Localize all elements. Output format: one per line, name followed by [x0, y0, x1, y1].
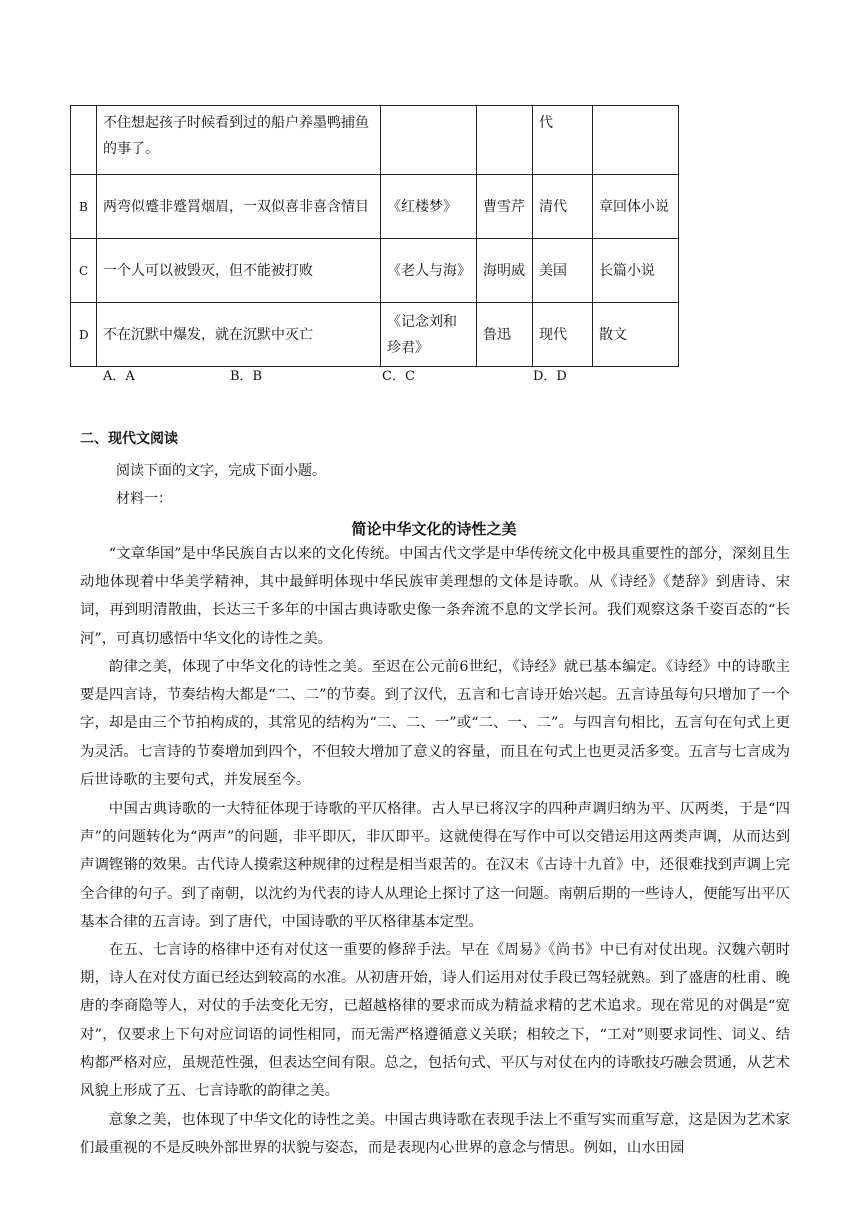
- material-label: 材料一：: [116, 491, 172, 507]
- genre-cell: 散文: [593, 303, 679, 367]
- option-c[interactable]: C．C: [382, 369, 415, 384]
- section-title: 二、现代文阅读: [80, 431, 178, 447]
- option-d[interactable]: D．D: [533, 369, 567, 384]
- quote-cell: 一个人可以被毁灭，但不能被打败: [97, 239, 381, 303]
- table-row: [71, 106, 679, 175]
- era-cell: 清代: [533, 175, 593, 239]
- answer-options: [0, 365, 868, 387]
- option-b[interactable]: B．B: [230, 369, 263, 384]
- article-paragraph: 韵律之美，体现了中华文化的诗性之美。至迟在公元前6世纪，《诗经》就已基本编定。《诗经》中的诗歌主要是四言诗，节奏结构大都是“二、二”的节奏。到了汉代，五言和七言诗开始兴起。五言诗虽每句只增加了一个字，却是由三个节拍构成的，其常见的结构为“二、二、一”或“二、一、二”。与四言句相比，五言句在句式上更为灵活。七言诗的节奏增加到四个，不但较大增加了意义的容量，而且在句式上也更灵活多变。五言与七言成为后世诗歌的主要句式，并发展至今。: [80, 659, 790, 788]
- instruction-line: 阅读下面的文字，完成下面小题。: [116, 463, 326, 479]
- work-cell: 《红楼梦》: [381, 175, 477, 239]
- article-paragraph: 意象之美，也体现了中华文化的诗性之美。中国古典诗歌在表现手法上不重写实而重写意，这是因为艺术家们最重视的不是反映外部世界的状貌与姿态，而是表现内心世界的意念与情思。例如，山水田园: [80, 1112, 790, 1157]
- row-label: D: [71, 303, 97, 367]
- work-cell: [381, 106, 477, 175]
- article-paragraph: 中国古典诗歌的一大特征体现于诗歌的平仄格律。古人早已将汉字的四种声调归纳为平、仄两类，于是“四声”的问题转化为“两声”的问题，非平即仄，非仄即平。这就使得在写作中可以交错运用这两类声调，从而达到声调铿锵的效果。古代诗人摸索这种规律的过程是相当艰苦的。在汉末《古诗十九首》中，还很难找到声调上完全合律的句子。到了南朝，以沈约为代表的诗人从理论上探讨了这一问题。南朝后期的一些诗人，便能写出平仄基本合律的五言诗。到了唐代，中国诗歌的平仄格律基本定型。: [80, 801, 790, 930]
- literature-table: [70, 105, 679, 367]
- quote-cell: 不在沉默中爆发，就在沉默中灭亡: [97, 303, 381, 367]
- author-cell: 曹雪芹: [477, 175, 533, 239]
- era-cell: 现代: [533, 303, 593, 367]
- option-a[interactable]: A．A: [103, 369, 135, 384]
- genre-cell: 长篇小说: [593, 239, 679, 303]
- article-title: 简论中华文化的诗性之美: [351, 520, 517, 538]
- article-paragraph: 在五、七言诗的格律中还有对仗这一重要的修辞手法。早在《周易》《尚书》中已有对仗出现。汉魏六朝时期，诗人在对仗方面已经达到较高的水准。从初唐开始，诗人们运用对仗手段已驾轻就熟。到了盛唐的杜甫、晚唐的李商隐等人，对仗的手法变化无穷，已超越格律的要求而成为精益求精的艺术追求。现在常见的对偶是“宽对”，仅要求上下句对应词语的词性相同，而无需严格遵循意义关联；相较之下，“工对”则要求词性、词义、结构都严格对应，虽规范性强，但表达空间有限。总之，包括句式、平仄与对仗在内的诗歌技巧融会贯通，从艺术风貌上形成了五、七言诗歌的韵律之美。: [80, 942, 790, 1100]
- work-cell: 《老人与海》: [381, 239, 477, 303]
- row-label: C: [71, 239, 97, 303]
- quote-cell: 不住想起孩子时候看到过的船户养墨鸭捕鱼的事了。: [97, 106, 381, 175]
- work-cell: 《记念刘和珍君》: [381, 303, 477, 367]
- author-cell: [477, 106, 533, 175]
- table-row: [71, 239, 679, 303]
- genre-cell: 章回体小说: [593, 175, 679, 239]
- table-row: [71, 175, 679, 239]
- quote-cell: 两弯似蹙非蹙罥烟眉，一双似喜非喜含情目: [97, 175, 381, 239]
- table-row: [71, 303, 679, 367]
- genre-cell: [593, 106, 679, 175]
- era-cell: 代: [533, 106, 593, 175]
- row-label: B: [71, 175, 97, 239]
- article-paragraph: “文章华国”是中华民族自古以来的文化传统。中国古代文学是中华传统文化中极具重要性的部分，深刻且生动地体现着中华美学精神，其中最鲜明体现中华民族审美理想的文体是诗歌。从《诗经》《楚辞》到唐诗、宋词，再到明清散曲，长达三千多年的中国古典诗歌史像一条奔流不息的文学长河。我们观察这条千姿百态的“长河”，可真切感悟中华文化的诗性之美。: [80, 546, 790, 647]
- author-cell: 海明威: [477, 239, 533, 303]
- era-cell: 美国: [533, 239, 593, 303]
- row-label: [71, 106, 97, 175]
- author-cell: 鲁迅: [477, 303, 533, 367]
